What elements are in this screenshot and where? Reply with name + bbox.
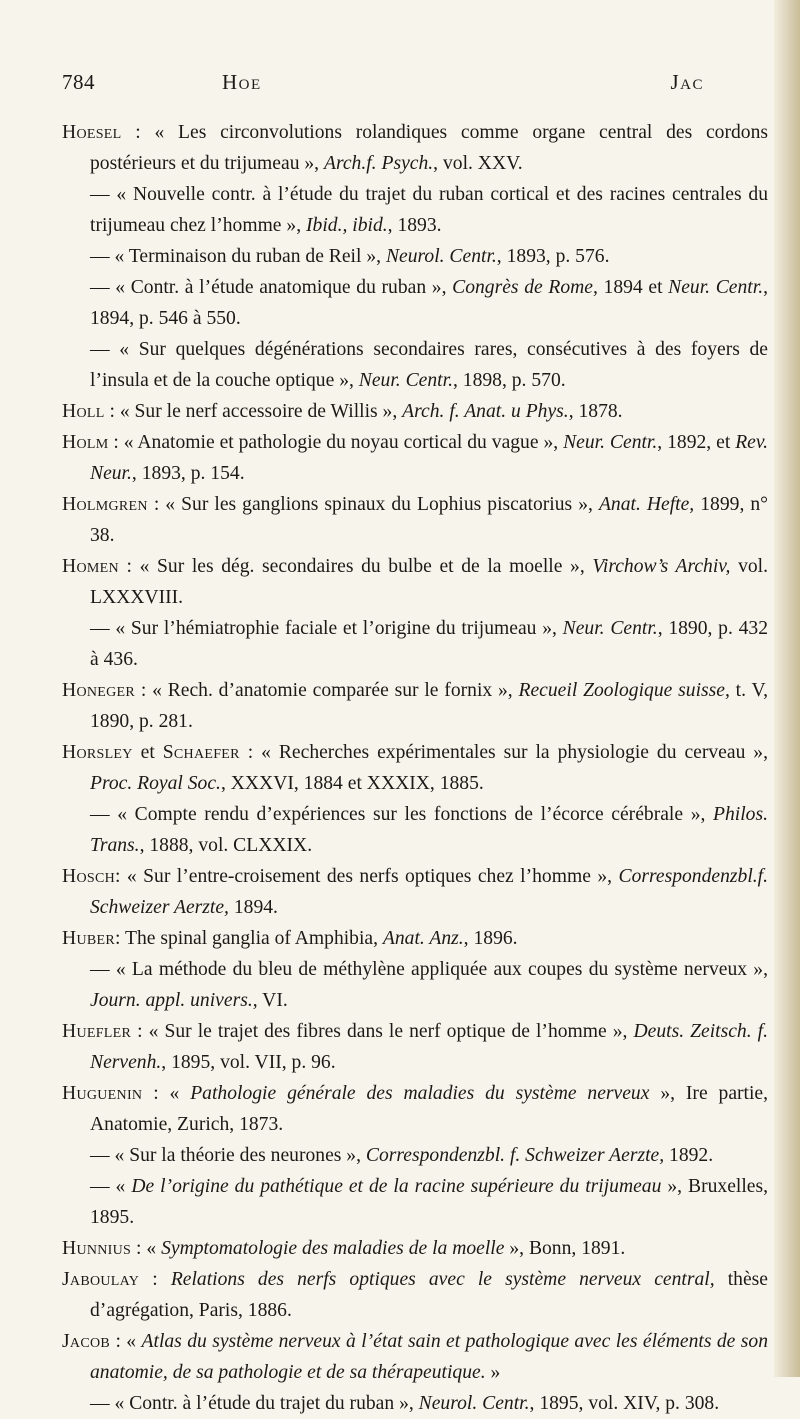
bibliography-entry xyxy=(62,1140,768,1171)
entry-rest: thèse d’agrégation, Paris, 1886. xyxy=(90,1269,768,1321)
bibliography-entry xyxy=(62,675,768,737)
entry-source: Proc. Royal Soc. xyxy=(90,773,221,794)
entry-author: Huefler xyxy=(62,1021,132,1042)
entry-text: — « Nouvelle contr. à l’étude du trajet du ruban cortical et des racines centrales du trijumeau chez l’homme », xyxy=(90,184,768,236)
bibliography-entry xyxy=(62,923,768,954)
entry-source: De l’origine du pathétique et de la racine supérieure du trijumeau xyxy=(131,1176,662,1197)
bibliography-entry xyxy=(62,1233,768,1264)
entry-source: Philos. Trans. xyxy=(90,804,768,856)
entry-text: : « xyxy=(110,1331,142,1352)
entry-source: Neur. Centr. xyxy=(358,370,453,391)
bibliography-entry xyxy=(62,799,768,861)
bibliography-entry xyxy=(62,179,768,241)
entry-source: Atlas du système nerveux à l’état sain et pathologique avec les éléments de son anatomie, de sa pathologie et de sa thérapeutique. xyxy=(90,1331,769,1383)
entry-rest: , 1888, vol. CLXXIX. xyxy=(139,835,313,856)
entry-source: Congrès de Rome, xyxy=(452,277,598,298)
page-number: 784 xyxy=(62,70,95,94)
bibliography-entry xyxy=(62,1264,768,1326)
entry-source: Journ. appl. univers. xyxy=(90,990,253,1011)
entry-author: Holl xyxy=(62,401,105,422)
entry-rest: , 1895, vol. XIV, p. 308. xyxy=(529,1393,720,1414)
entry-author: Huguenin xyxy=(62,1083,143,1104)
bibliography-entry xyxy=(62,954,768,1016)
entry-text: — « Sur la théorie des neurones », xyxy=(90,1145,366,1166)
entry-source: Neurol. Centr. xyxy=(418,1393,530,1414)
entry-rest: 1894 et xyxy=(597,277,669,298)
entry-rest: », Bruxelles, 1895. xyxy=(90,1176,769,1228)
entry-rest: , 1898, p. 570. xyxy=(452,370,566,391)
entry-author: Hunnius xyxy=(62,1238,132,1259)
entry-author: Jacob xyxy=(62,1331,111,1352)
entry-text: : « Recherches expérimentales sur la physiologie du cerveau », xyxy=(239,742,768,763)
entry-text: — « La méthode du bleu de méthylène appliquée aux coupes du système nerveux », xyxy=(90,959,768,980)
entry-rest: , 1890, p. 432 à 436. xyxy=(90,618,769,670)
entry-source: Recueil Zoologique suisse, xyxy=(518,680,730,701)
bibliography-entry xyxy=(62,737,768,799)
entry-author: Honeger xyxy=(62,680,136,701)
entry-source: Neurol. Centr. xyxy=(385,246,497,267)
bibliography-entry xyxy=(62,1078,768,1140)
bibliography-entry xyxy=(62,1326,768,1388)
entry-text: : « Sur le trajet des fibres dans le nerf optique de l’homme », xyxy=(131,1021,634,1042)
entry-source: Neur. Centr. xyxy=(563,432,658,453)
entry-source: Symptomatologie des maladies de la moelle xyxy=(161,1238,505,1259)
bibliography-entry xyxy=(62,861,768,923)
bibliography-entry xyxy=(62,117,768,179)
entry-rest: t. V, 1890, p. 281. xyxy=(90,680,768,732)
entry-text: : « xyxy=(142,1083,191,1104)
entry-rest: 1899, n° 38. xyxy=(90,494,769,546)
entry-source: Deuts. Zeitsch. f. Nervenh. xyxy=(90,1021,768,1073)
bibliography-entry xyxy=(62,272,768,334)
bibliography-entry xyxy=(62,1388,768,1419)
entry-text: — « Contr. à l’étude anatomique du ruban », xyxy=(90,277,453,298)
entry-author: Huber xyxy=(62,928,115,949)
bibliography-entry xyxy=(62,427,768,489)
entry-source: Neur. Centr. xyxy=(562,618,658,639)
running-header xyxy=(62,64,742,96)
entry-rest: », Bonn, 1891. xyxy=(504,1238,626,1259)
entry-text: : xyxy=(139,1269,171,1290)
entry-source: Pathologie générale des maladies du système nerveux xyxy=(190,1083,650,1104)
entry-rest: 1894. xyxy=(228,897,278,918)
entry-rest: , 1893, p. 576. xyxy=(496,246,610,267)
entry-rest: , 1894, p. 546 à 550. xyxy=(90,277,769,329)
entry-text: : « Sur les dég. secondaires du bulbe et de la moelle », xyxy=(118,556,593,577)
entry-text: : « Rech. d’anatomie comparée sur le fornix », xyxy=(135,680,519,701)
entry-text: — « Compte rendu d’expériences sur les fonctions de l’écorce cérébrale », xyxy=(90,804,714,825)
entry-rest: , 1892, et xyxy=(657,432,736,453)
entry-author-2: Schaefer xyxy=(162,742,240,763)
entry-text: : « Sur le nerf accessoire de Willis », xyxy=(104,401,403,422)
entry-source: Relations des nerfs optiques avec le système nerveux central, xyxy=(170,1269,715,1290)
header-right-word: Jac xyxy=(670,70,704,94)
entry-source: Neur. Centr. xyxy=(668,277,764,298)
entry-rest: , 1893. xyxy=(387,215,442,236)
entry-source: Ibid., ibid. xyxy=(306,215,388,236)
bibliography-entry xyxy=(62,241,768,272)
entry-author: Holm xyxy=(62,432,109,453)
bibliography-entry xyxy=(62,1016,768,1078)
entry-text-pre: et xyxy=(132,742,163,763)
entry-text: — « Contr. à l’étude du trajet du ruban », xyxy=(90,1393,419,1414)
header-left-word: Hoe xyxy=(222,70,262,94)
bibliography-entry xyxy=(62,551,768,613)
bibliography-list xyxy=(62,117,768,1419)
entry-text: — « xyxy=(90,1176,132,1197)
entry-text: : The spinal ganglia of Amphibia, xyxy=(115,928,383,949)
entry-text: : « xyxy=(131,1238,162,1259)
page-edge-shadow xyxy=(774,0,800,1377)
entry-rest: » xyxy=(485,1362,501,1383)
entry-text: : « Anatomie et pathologie du noyau cortical du vague », xyxy=(108,432,564,453)
entry-source: Virchow’s Archiv, xyxy=(592,556,731,577)
entry-author: Holmgren xyxy=(62,494,148,515)
entry-source: Correspondenzbl. f. Schweizer Aerzte, xyxy=(365,1145,665,1166)
entry-rest: vol. LXXXVIII. xyxy=(90,556,768,608)
entry-source: Arch. f. Anat. u Phys. xyxy=(402,401,569,422)
entry-rest: , 1878. xyxy=(568,401,623,422)
entry-source: Rev. Neur. xyxy=(90,432,768,484)
bibliography-entry xyxy=(62,334,768,396)
bibliography-entry xyxy=(62,1171,768,1233)
entry-author: Horsley xyxy=(62,742,133,763)
entry-text: : « Les circonvolutions rolandiques comme organe central des cordons postérieurs et du trijumeau », xyxy=(90,122,768,174)
entry-rest: , vol. XXV. xyxy=(433,153,523,174)
entry-source: Anat. Anz. xyxy=(382,928,464,949)
entry-author: Jaboulay xyxy=(62,1269,140,1290)
entry-rest: , XXXVI, 1884 et XXXIX, 1885. xyxy=(220,773,484,794)
entry-text: — « Sur l’hémiatrophie faciale et l’origine du trijumeau », xyxy=(90,618,563,639)
entry-text: : « Sur les ganglions spinaux du Lophius piscatorius », xyxy=(147,494,599,515)
entry-source: Anat. Hefte, xyxy=(598,494,695,515)
bibliography-entry xyxy=(62,489,768,551)
entry-text: — « Sur quelques dégénérations secondaires rares, consécutives à des foyers de l’insula et de la couche optique », xyxy=(90,339,768,391)
entry-rest: , 1896. xyxy=(463,928,518,949)
entry-text: : « Sur l’entre-croisement des nerfs optiques chez l’homme », xyxy=(115,866,619,887)
bibliography-entry xyxy=(62,396,768,427)
entry-rest: », Ire partie, Anatomie, Zurich, 1873. xyxy=(90,1083,769,1135)
entry-rest: 1892. xyxy=(664,1145,714,1166)
entry-text: — « Terminaison du ruban de Reil », xyxy=(90,246,386,267)
entry-source: Arch.f. Psych. xyxy=(323,153,434,174)
entry-source: Correspondenzbl.f. Schweizer Aerzte, xyxy=(90,866,768,918)
entry-rest: , VI. xyxy=(252,990,288,1011)
bibliography-entry xyxy=(62,613,768,675)
entry-rest: , 1895, vol. VII, p. 96. xyxy=(161,1052,336,1073)
entry-author: Hosch xyxy=(62,866,115,887)
entry-author: Homen xyxy=(62,556,119,577)
entry-author: Hoesel xyxy=(62,122,122,143)
entry-rest: , 1893, p. 154. xyxy=(131,463,245,484)
